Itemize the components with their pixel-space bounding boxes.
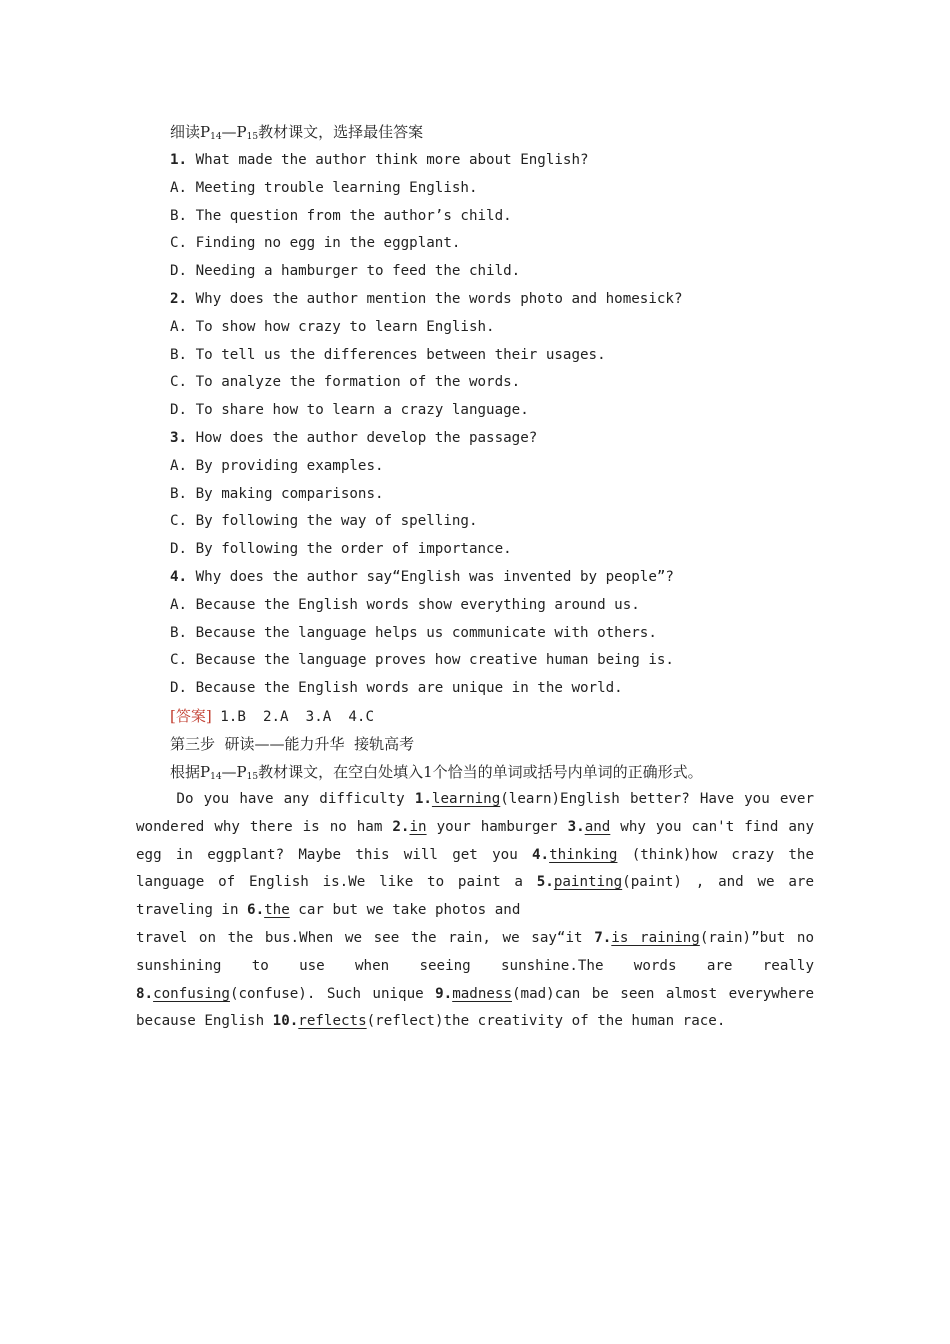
blank-answer: thinking — [549, 846, 618, 863]
passage-line: sunshining to use when seeing sunshine.The words are really — [136, 957, 814, 974]
passage-line: travel on the bus.When we see the rain, we say“it 7.is raining(rain)”but no — [136, 929, 814, 946]
question-4: 4. Why does the author say“English was invented by people”? — [170, 569, 674, 585]
option: B. The question from the author’s child. — [170, 208, 512, 224]
option: B. To tell us the differences between their usages. — [170, 347, 606, 363]
passage-line: wondered why there is no ham 2.in your hamburger 3.and why you can't find any — [136, 818, 814, 835]
option: D. By following the order of importance. — [170, 541, 512, 557]
option: B. By making comparisons. — [170, 486, 384, 502]
option: B. Because the language helps us communicate with others. — [170, 625, 657, 641]
passage-line: language of English is.We like to paint a 5.painting(paint) , and we are — [136, 874, 814, 891]
option: A. Because the English words show everything around us. — [170, 597, 640, 613]
question-2: 2. Why does the author mention the words photo and homesick? — [170, 291, 683, 307]
option: A. Meeting trouble learning English. — [170, 180, 478, 196]
answer-label: [答案] — [170, 707, 212, 725]
blank-answer: painting — [553, 874, 623, 891]
reading-instruction: 细读$P_{14}—P_{15}$教材课文，选择最佳答案 — [170, 123, 424, 142]
option: C. Finding no egg in the eggplant. — [170, 235, 461, 251]
passage-line: egg in eggplant? Maybe this will get you 4.thinking (think)how crazy the — [136, 846, 814, 863]
option: C. By following the way of spelling. — [170, 513, 478, 529]
blank-answer: and — [584, 818, 611, 835]
blank-answer: madness — [452, 985, 512, 1002]
fill-blank-instruction: 根据$P_{14}—P_{15}$教材课文，在空白处填入1个恰当的单词或括号内单词的正确形式。 — [170, 763, 703, 782]
blank-answer: in — [409, 818, 427, 835]
question-1: 1. What made the author think more about English? — [170, 152, 589, 168]
blank-answer: the — [264, 902, 290, 919]
passage-line: because English 10.reflects(reflect)the creativity of the human race. — [136, 1013, 726, 1030]
blank-answer: learning — [431, 791, 501, 807]
option: C. To analyze the formation of the words. — [170, 374, 521, 390]
cloze-passage — [136, 786, 814, 1036]
question-3: 3. How does the author develop the passage? — [170, 430, 538, 446]
option: C. Because the language proves how creative human being is. — [170, 652, 674, 668]
passage-line: traveling in 6.the car but we take photos and — [136, 902, 521, 919]
option: D. Because the English words are unique in the world. — [170, 680, 623, 696]
answer-values: 1.B 2.A 3.A 4.C — [211, 709, 375, 725]
option: A. By providing examples. — [170, 458, 384, 474]
blank-answer: reflects — [298, 1013, 367, 1030]
answer-line — [170, 706, 374, 727]
passage-line: 8.confusing(confuse). Such unique 9.madness(mad)can be seen almost everywhere — [136, 985, 814, 1002]
blank-answer: is raining — [611, 929, 700, 946]
step-3-heading: 第三步 研读——能力升华 接轨高考 — [170, 735, 415, 753]
blank-answer: confusing — [153, 985, 230, 1002]
option: D. Needing a hamburger to feed the child. — [170, 263, 521, 279]
passage-line: Do you have any difficulty 1.learning(learn)English better? Have you ever — [176, 791, 814, 807]
option: A. To show how crazy to learn English. — [170, 319, 495, 335]
option: D. To share how to learn a crazy language. — [170, 402, 529, 418]
